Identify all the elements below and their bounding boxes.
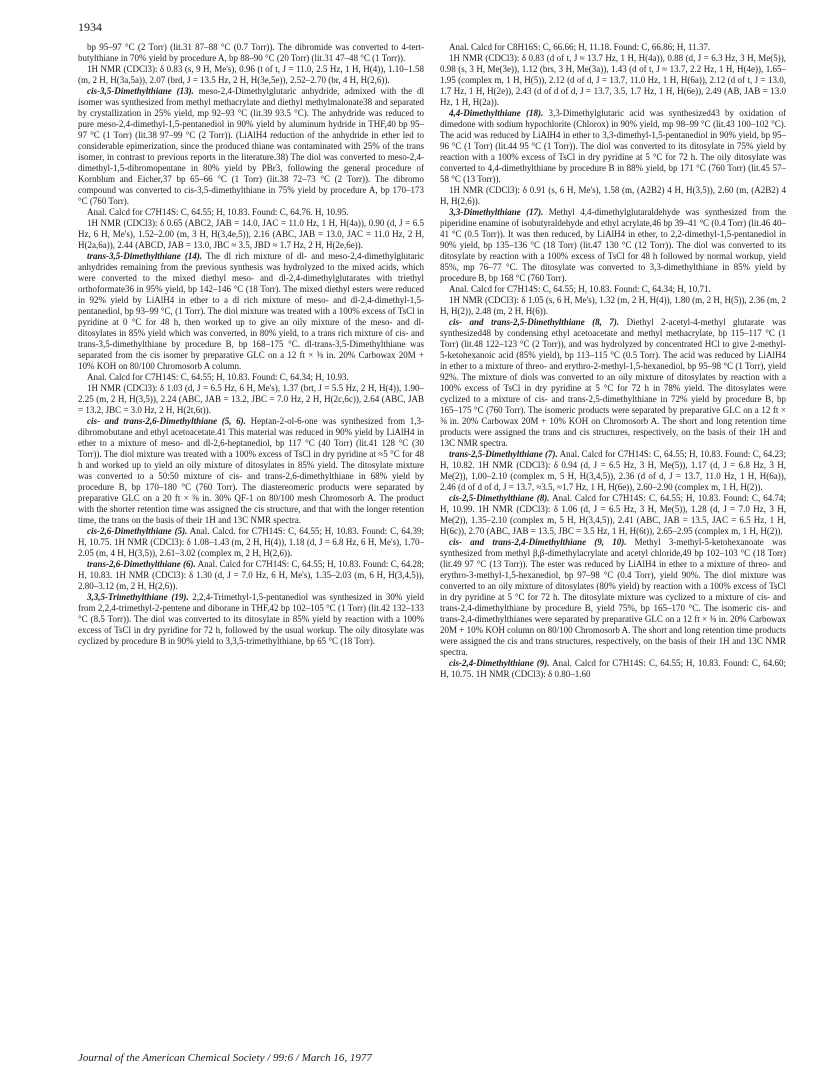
- journal-footer: Journal of the American Chemical Society / 99:6 / March 16, 1977: [78, 1052, 372, 1064]
- paragraph: [78, 86, 424, 207]
- paragraph: [78, 372, 424, 383]
- paragraph-text: bp 95–97 °C (2 Torr) (lit.31 87–88 °C (0.7 Torr)). The dibromide was converted to 4-tert-butylthiane in 70% yield by procedure A, bp 88–90 °C (20 Torr) (lit.31 47–48 °C (1 Torr)).: [78, 42, 424, 63]
- paragraph: [440, 108, 786, 185]
- paragraph: [78, 64, 424, 86]
- section-heading: cis-3,5-Dimethylthiane (13).: [87, 86, 194, 96]
- paragraph-text: Anal. Calcd for C7H14S: C, 64.55; H, 10.83. Found: C, 64.23; H, 10.82. 1H NMR (CDCl3): δ 0.94 (d, J = 6.5 Hz, 3 H, Me(5)), 1.17 (d, J = 6.8 Hz, 3 H, Me(2)), 1.00–2.10 (complex m, 5 H, H(3,4,5)), 2.36 (d of d, J = 13.7, 11.0 Hz, 1 H, H(6a)), 2.46 (d of d of d, J = 13.7, ≈3.5, ≈1.7 Hz, 1 H, H(6e)), 2.60–2.90 (complex m, 1 H, H(2)).: [440, 449, 786, 492]
- paragraph: [78, 592, 424, 647]
- paragraph-text: 1H NMR (CDCl3): δ 1.03 (d, J = 6.5 Hz, 6 H, Me's), 1.37 (brt, J = 5.5 Hz, 2 H, H(4)), 1.90–2.25 (m, 2 H, H(3,5)), 2.24 (ABC, JAB = 13.2, JBC = 7.0 Hz, 2 H, H(2c,6c)), 2.64 (ABC, JAB = 13.2, JBC = 3.0 Hz, 2 H, H(2t,6t)).: [78, 383, 424, 415]
- paragraph: [78, 42, 424, 64]
- paragraph-text: 1H NMR (CDCl3): δ 0.91 (s, 6 H, Me's), 1.58 (m, (A2B2) 4 H, H(3,5)), 2.60 (m, (A2B2) 4 H, H(2,6)).: [440, 185, 786, 206]
- paragraph-text: Methyl 3-methyl-5-ketohexanoate was synthesized from methyl β,β-dimethylacrylate and acetyl chloride,49 bp 102–103 °C (18 Torr) (lit.49 97 °C (13 Torr)). The ester was reduced by LiAlH4 in ether to a mixture of threo- and erythro-3-methyl-1,5-hexanediol, bp 97–98 °C (0.4 Torr), yield 90%. The diol mixture was converted to an oily mixture of ditosylates (80% yield) by reaction with a 100% excess of TsCl in dry pyridine at 5 °C for 72 h. The ditosylate mixture was cyclized to a mixture of cis- and trans-2,4-dimethylthiane by procedure B, yield 75%, bp 165–170 °C. The isomeric cis- and trans-2,4-dimethylthianes were separated by preparative GLC on a 12 ft × ⅜ in. 20% Carbowax 20M + 10% KOH column on 80/100 Chromosorb A. The short and long retention time products were assigned the cis and trans structures, respectively, on the basis of their 1H and 13C NMR spectra.: [440, 537, 786, 657]
- section-heading: trans-3,5-Dimethylthiane (14).: [87, 251, 203, 261]
- section-heading: cis- and trans-2,4-Dimethylthiane (9, 10).: [449, 537, 627, 547]
- section-heading: 4,4-Dimethylthiane (18).: [449, 108, 544, 118]
- paragraph-text: Anal. Calcd for C7H14S: C, 64.55; H, 10.83. Found: C, 64.34; H, 10.93.: [87, 372, 349, 382]
- paragraph-text: Anal. Calcd for C7H14S: C, 64.55; H, 10.83. Found: C, 64.34; H, 10.71.: [449, 284, 711, 294]
- paragraph: [78, 383, 424, 416]
- section-heading: 3,3,5-Trimethylthiane (19).: [87, 592, 189, 602]
- paragraph-text: Heptan-2-ol-6-one was synthesized from 1,3-dibromobutane and ethyl acetoacetate.41 This material was reduced in 90% yield by LiAlH4 in ether to a mixture of meso- and dl-2,6-heptanediol, bp 117 °C (40 Torr) (lit.41 128 °C (30 Torr)). The diol mixture was treated with a 100% excess of TsCl in dry pyridine at ≈5 °C for 48 h and worked up to yield an oily mixture of ditosylates in 85% yield. The ditosylate mixture was converted to a 50:50 mixture of cis- and trans-2,6-dimethylthiane in 68% yield by procedure B, bp 170–180 °C (760 Torr). The diastereomeric products were separated by preparative GLC on a 20 ft × ⅜ in. 30% QF-1 on 80/100 mesh Chromosorb A. The product with the shorter retention time was assigned the cis structure, and that with the longer retention time, the trans on the basis of their 1H and 13C NMR spectra.: [78, 416, 424, 525]
- paragraph: [78, 218, 424, 251]
- paragraph-text: Anal. Calcd for C7H14S: C, 64.55; H, 10.83. Found: C, 64.60; H, 10.75. 1H NMR (CDCl3): δ 0.80–1.60: [440, 658, 786, 679]
- section-heading: 3,3-Dimethylthiane (17).: [449, 207, 544, 217]
- left-column: [78, 42, 424, 647]
- paragraph-text: Anal. Calcd for C7H14S: C, 64.55; H, 10.83. Found: C, 64.74; H, 10.99. 1H NMR (CDCl3): δ 1.06 (d, J = 6.5 Hz, 3 H, Me(5)), 1.28 (d, J = 7.0 Hz, 3 H, Me(2)), 1.35–2.10 (complex m, 5 H, H(3,4,5)), 2.41 (ABC, JAB = 13.5, JAC = 6.5 Hz, 1 H, H(6c)), 2.70 (ABC, JAB = 13.5, JBC = 3.5 Hz, 1 H, H(6t)), 2.65–2.95 (complex m, 1 H, H(2)).: [440, 493, 786, 536]
- section-heading: trans-2,6-Dimethylthiane (6).: [87, 559, 196, 569]
- paragraph: [78, 251, 424, 372]
- section-heading: trans-2,5-Dimethylthiane (7).: [449, 449, 558, 459]
- paragraph: [78, 559, 424, 592]
- paragraph-text: Anal. Calcd. for C7H14S: C, 64.55; H, 10.83. Found: C, 64.39; H, 10.75. 1H NMR (CDCl3): δ 1.08–1.43 (m, 2 H, H(4)), 1.18 (d, J = 6.8 Hz, 6 H, Me's), 1.70–2.05 (m, 4 H, H(3,5)), 2.61–3.02 (complex m, 2 H, H(2,6)).: [78, 526, 424, 558]
- paragraph: [440, 185, 786, 207]
- paragraph-text: Anal. Calcd for C7H14S: C, 64.55; H, 10.83. Found: C, 64.76. H, 10.95.: [87, 207, 349, 217]
- paragraph: [440, 207, 786, 284]
- paragraph: [440, 295, 786, 317]
- paragraph: [78, 416, 424, 526]
- paragraph: [440, 53, 786, 108]
- paragraph-text: 1H NMR (CDCl3): δ 0.65 (ABC2, JAB = 14.0, JAC = 11.0 Hz, 1 H, H(4a)), 0.90 (d, J = 6.5 Hz, 6 H, Me's), 1.52–2.00 (m, 3 H, H(3,4e,5)), 2.16 (ABC, JAB = 13.0, JAC = 11.0 Hz, 2 H, H(2a,6a)), 2.44 (ABCD, JAB = 13.0, JBC ≈ 3.5, JBD ≈ 1.7 Hz, 2 H, H(2e,6e)).: [78, 218, 424, 250]
- section-heading: cis-2,5-Dimethylthiane (8).: [449, 493, 550, 503]
- paragraph: [440, 317, 786, 449]
- paragraph-text: The dl rich mixture of dl- and meso-2,4-dimethylglutaric anhydrides remaining from the previous synthesis was hydrolyzed to the mixed acids, which were converted to the mixed diethyl meso- and dl-2,4-dimethylglutarates with triethyl orthoformate36 in 95% yield, bp 142–146 °C (18 Torr). The mixed diethyl esters were reduced in 92% yield by LiAlH4 in ether to a dl rich mixture of meso- and dl-2,4-dimethyl-1,5-pentanediol, bp 93–99 °C, (1 Torr). The diol mixture was treated with a 100% excess of TsCl in pyridine at 0 °C for 48 h, then worked up to give an oily mixture of the meso- and dl-ditosylates in 85% yield which was converted, in 80% yield, to a trans rich mixture of cis- and trans-3,5-dimethylthiane by procedure B, bp 168–175 °C. dl-trans-3,5-Dimethylthiane was separated from the cis isomer by preparative GLC on a 12 ft × ⅜ in. 20% Carbowax 20M + 10% KOH on 80/100 Chromosorb A column.: [78, 251, 424, 371]
- paragraph-text: Anal. Calcd for C8H16S: C, 66.66; H, 11.18. Found: C, 66.86; H, 11.37.: [449, 42, 711, 52]
- section-heading: cis-2,4-Dimethylthiane (9).: [449, 658, 550, 668]
- section-heading: cis- and trans-2,6-Dimethylthiane (5, 6).: [87, 416, 246, 426]
- paragraph: [440, 42, 786, 53]
- paragraph-text: 3,3-Dimethylglutaric acid was synthesized43 by oxidation of dimedone with sodium hypochlorite (Chlorox) in 90% yield, mp 98–99 °C (lit.43 100–102 °C). The acid was reduced by LiAlH4 in ether to 3,3-dimethyl-1,5-pentanediol in 90% yield, bp 95–96 °C (1 Torr) (lit.44 95 °C (1 Torr)). The diol was converted to its ditosylate in 75% yield by reaction with a 100% excess of TsCl in dry pyridine at 5 °C for 72 h. The oily ditosylate was converted to 4,4-dimethylthiane by procedure B in 88% yield, bp 171 °C (760 Torr) (lit.45 57–58 °C (13 Torr)).: [440, 108, 786, 184]
- section-heading: cis- and trans-2,5-Dimethylthiane (8, 7).: [449, 317, 620, 327]
- paragraph-text: 2,2,4-Trimethyl-1,5-pentanediol was synthesized in 30% yield from 2,2,4-trimethyl-2-pentene and diborane in THF,42 bp 102–105 °C (1 Torr) (lit.42 132–133 °C (8.5 Torr)). The diol was converted to its ditosylate in 85% yield by reaction with a 100% excess of TsCl in dry pyridine for 72 h, followed by the usual workup. The oily ditosylate was cyclized by procedure B in 90% yield to 3,3,5-trimethylthiane, bp 65 °C (18 Torr).: [78, 592, 424, 646]
- paragraph: [440, 284, 786, 295]
- paragraph-text: 1H NMR (CDCl3): δ 0.83 (s, 9 H, Me's), 0.96 (t of t, J = 11.0, 2.5 Hz, 1 H, H(4)), 1.10–1.58 (m, 2 H, H(3a,5a)), 2.07 (brd, J = 13.5 Hz, 2 H, H(3e,5e)), 2.52–2.70 (br, 4 H, H(2,6)).: [78, 64, 424, 85]
- paragraph: [78, 526, 424, 559]
- paragraph-text: 1H NMR (CDCl3): δ 0.83 (d of t, J ≈ 13.7 Hz, 1 H, H(4a)), 0.88 (d, J = 6.3 Hz, 3 H, Me(5)), 0.98 (s, 3 H, Me(3e)), 1.12 (brs, 3 H, Me(3a)), 1.43 (d of t, J ≈ 13.7, 2.2 Hz, 1 H, H(4e)), 1.65–1.95 (complex m, 1 H, H(5)), 2.12 (d of d, J = 13.7, 11.0 Hz, 1 H, H(6a)), 2.12 (d of t, J = 13.0, 1.7 Hz, 1 H, H(2e)), 2.43 (d of d of d, J = 13.7, 3.5, 1.7 Hz, 1 H, H(6e)), 2.49 (AB, JAB = 13.0 Hz, 1 H, H(2a)).: [440, 53, 786, 107]
- paragraph: [78, 207, 424, 218]
- paragraph: [440, 658, 786, 680]
- page-number: 1934: [78, 20, 102, 34]
- section-heading: cis-2,6-Dimethylthiane (5).: [87, 526, 188, 536]
- paragraph-text: Diethyl 2-acetyl-4-methyl glutarate was synthesized48 by condensing ethyl acetoacetate and methyl methacrylate, bp 115–117 °C (1 Torr) (lit.48 122–123 °C (2 Torr)), and was hydrolyzed by concentrated HCl to give 2-methyl-5-ketohexanoic acid (85% yield), bp 113–115 °C (0.5 Torr). The acid was reduced by LiAlH4 in ether to a mixture of threo- and erythro-2-methyl-1,5-hexanediol, bp 95–98 °C (1 Torr), yield 92%. The mixture of diols was converted to an oily mixture of ditosylates by reaction with a 100% excess of TsCl in dry pyridine at 5 °C for 72 h in 78% yield. The ditosylates were cyclized to a mixture of cis- and trans-2,5-dimethylthiane in 72% yield by procedure B, bp 165–175 °C (760 Torr). The isomeric products were separated by preparative GLC on a 12 ft × ⅜ in. 20% Carbowax 20M + 10% KOH on Chromosorb A. The short and long retention time products were assigned the trans and cis structures, respectively, on the basis of their 1H and 13C NMR spectra.: [440, 317, 786, 448]
- paragraph-text: Anal. Calcd for C7H14S: C, 64.55; H, 10.83. Found: C, 64.28; H, 10.83. 1H NMR (CDCl3): δ 1.30 (d, J = 7.0 Hz, 6 H, Me's), 1.35–2.03 (m, 6 H, H(3,4,5)), 2.80–3.12 (m, 2 H, H(2,6)).: [78, 559, 424, 591]
- paragraph-text: meso-2,4-Dimethylglutaric anhydride, admixed with the dl isomer was synthesized from methyl methacrylate and diethyl methylmalonate38 and separated by crystallization in 25% yield, mp 92–93 °C (lit.39 93.5 °C). The anhydride was reduced to pure meso-2,4-dimethyl-1,5-pentanediol in 90% yield by aluminum hydride in THF,40 bp 95–97 °C (1 Torr) (lit.38 97–99 °C (2 Torr)). (LiAlH4 reduction of the anhydride in ether led to considerable epimerization, since the produced thiane was contaminated with 25% of the trans isomer, in contrast to previous reports in the literature.38) The diol was converted to meso-2,4-dimethyl-1,5-dibromopentane in 80% yield by PBr3, following the general procedure of Kornblum and Eicher,37 bp 65–66 °C (1 Torr) (lit.38 72–73 °C (2 Torr)). The dibromo compound was converted to cis-3,5-dimethylthiane in 75% yield by procedure A, bp 170–173 °C (760 Torr).: [78, 86, 424, 206]
- paragraph: [440, 537, 786, 658]
- paragraph-text: Methyl 4,4-dimethylglutaraldehyde was synthesized from the piperidine enamine of isobutyraldehyde and ethyl acrylate,46 bp 39–41 °C (0.4 Torr) (lit.46 40–41 °C (0.5 Torr)). It was then reduced, by LiAlH4 in ether, to 2,2-dimethyl-1,5-pentanediol in 90% yield, bp 135–136 °C (18 Torr) (lit.47 130 °C (12 Torr)). The diol was converted to its ditosylate by reaction with a 100% excess of TsCl for 48 h followed by normal workup, yield 85%, mp 76–77 °C. The ditosylate was converted to 3,3-dimethylthiane in 85% yield by procedure B, bp 168 °C (760 Torr).: [440, 207, 786, 283]
- paragraph: [440, 493, 786, 537]
- right-column: [440, 42, 786, 680]
- paragraph-text: 1H NMR (CDCl3): δ 1.05 (s, 6 H, Me's), 1.32 (m, 2 H, H(4)), 1.80 (m, 2 H, H(5)), 2.36 (m, 2 H, H(2)), 2.48 (m, 2 H, H(6)).: [440, 295, 786, 316]
- paragraph: [440, 449, 786, 493]
